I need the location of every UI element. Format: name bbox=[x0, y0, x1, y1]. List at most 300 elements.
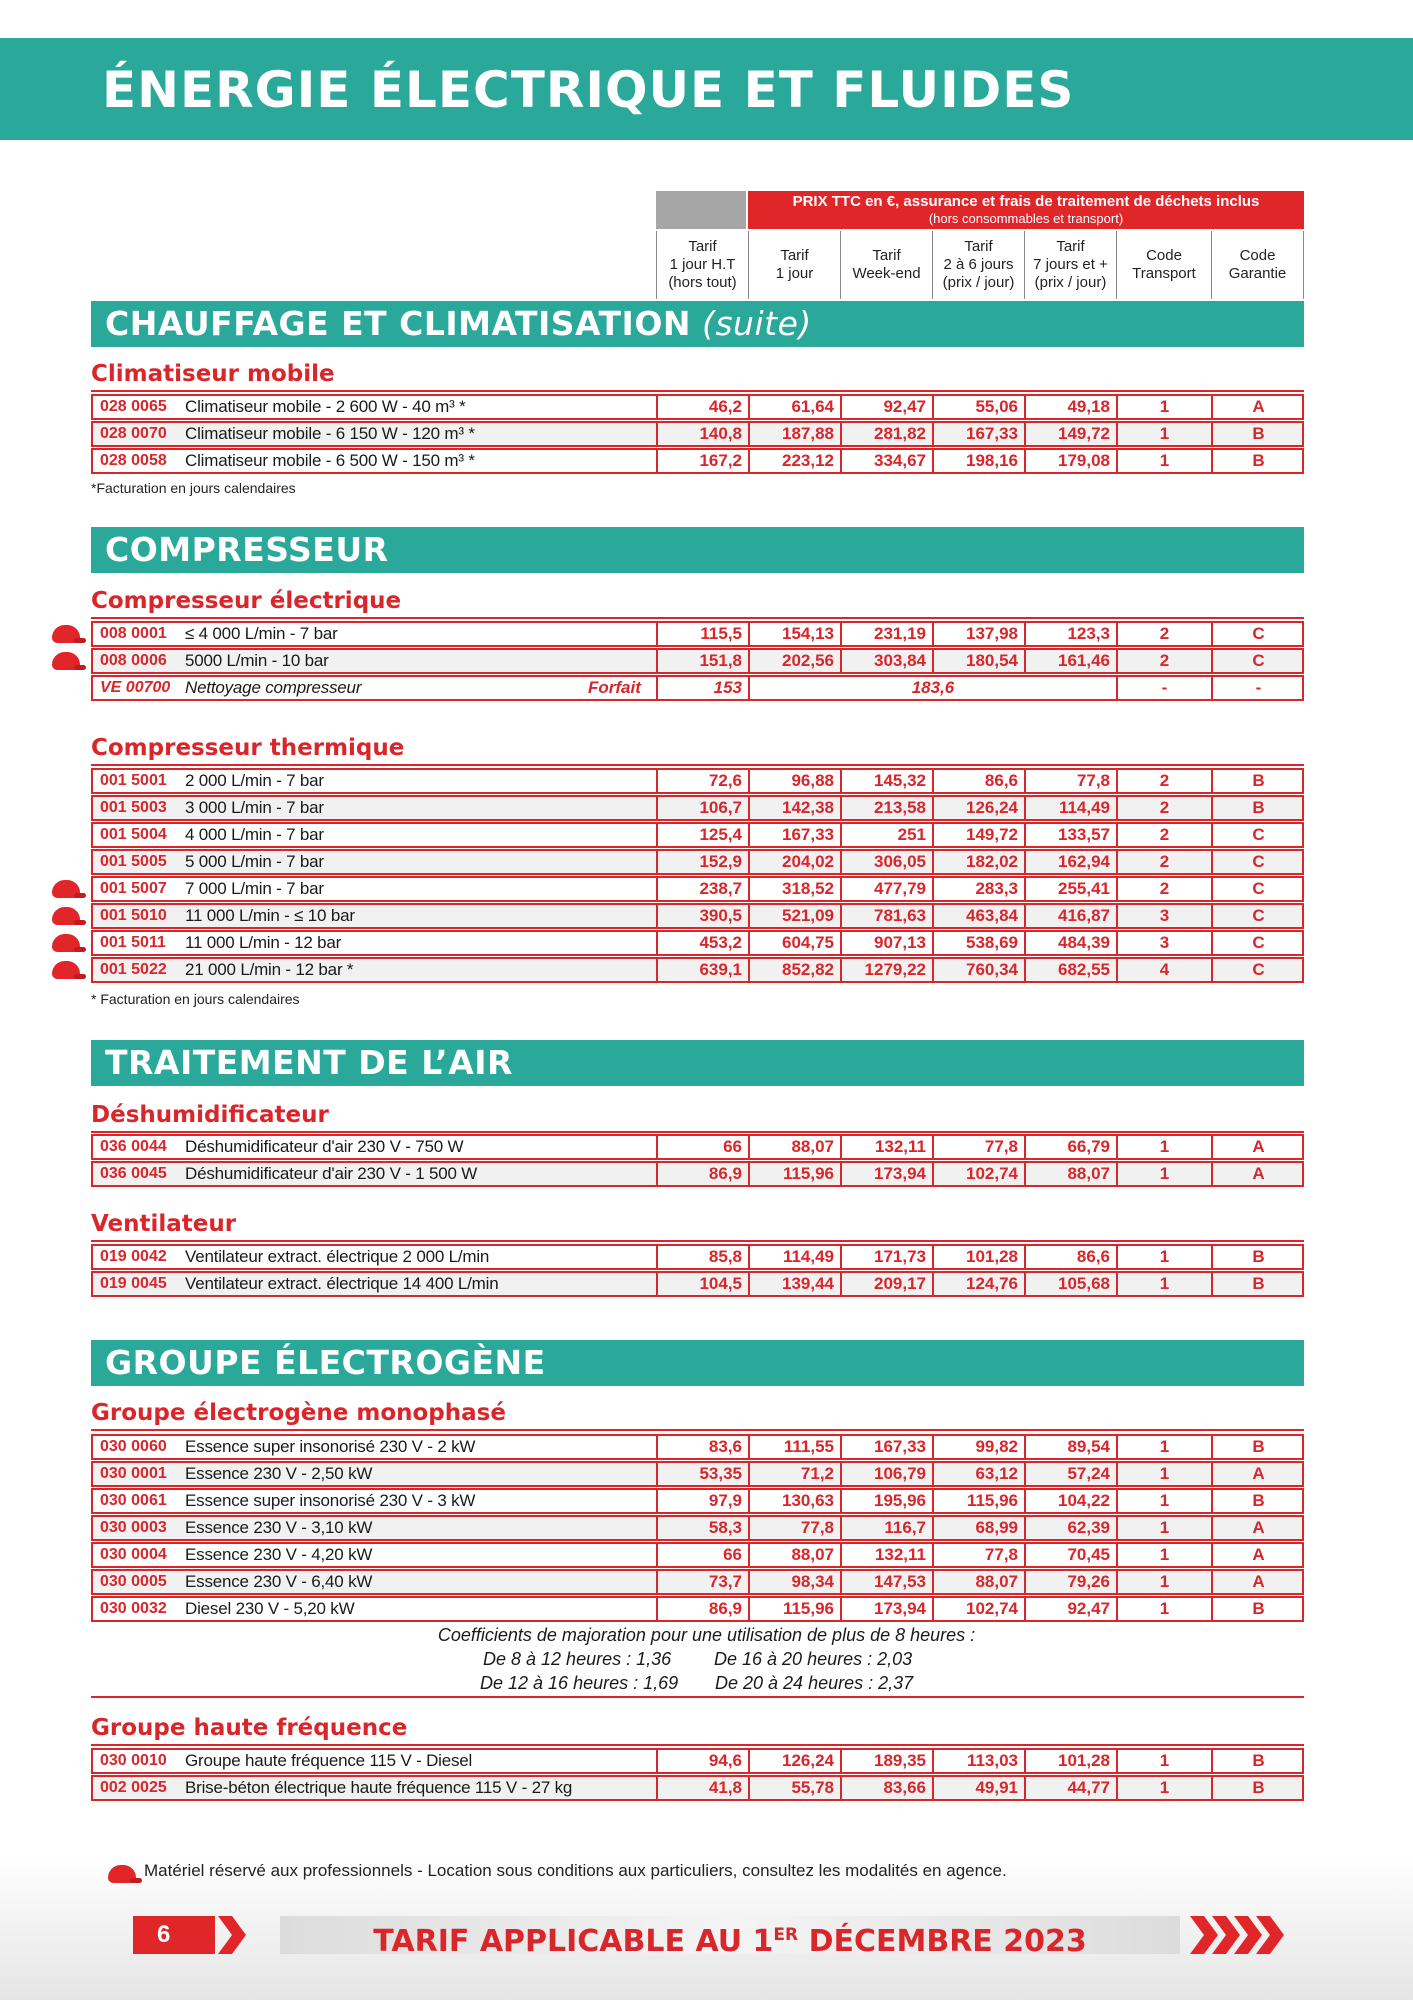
article-description: 4 000 L/min - 7 bar bbox=[185, 825, 324, 844]
transport-code: 1 bbox=[1116, 1463, 1211, 1485]
coefficient-item: De 12 à 16 heures : 1,69 bbox=[480, 1673, 679, 1693]
article-description: 3 000 L/min - 7 bar bbox=[185, 798, 324, 817]
price-cell: 70,45 bbox=[1024, 1544, 1116, 1566]
price-cell: 151,8 bbox=[656, 650, 748, 672]
tarif-applicable bbox=[350, 1916, 1110, 1961]
price-cell: 89,54 bbox=[1024, 1436, 1116, 1458]
price-cell: 77,8 bbox=[1024, 770, 1116, 792]
transport-code: 1 bbox=[1116, 1517, 1211, 1539]
article-code: 001 5011 bbox=[100, 934, 166, 951]
garantie-code: C bbox=[1211, 878, 1304, 900]
transport-code: 2 bbox=[1116, 878, 1211, 900]
price-note bbox=[748, 191, 1304, 229]
price-cell: 204,02 bbox=[748, 851, 840, 873]
garantie-code: B bbox=[1211, 1246, 1304, 1268]
price-cell: 255,41 bbox=[1024, 878, 1116, 900]
article-code: 001 5010 bbox=[100, 907, 167, 924]
subsection-rule bbox=[91, 1131, 1304, 1133]
table-row bbox=[91, 675, 1304, 701]
table-row bbox=[91, 1434, 1304, 1460]
transport-code: 3 bbox=[1116, 932, 1211, 954]
price-cell: 77,8 bbox=[932, 1544, 1024, 1566]
price-cell: 116,7 bbox=[840, 1517, 932, 1539]
transport-code: 2 bbox=[1116, 770, 1211, 792]
article-description: Essence 230 V - 4,20 kW bbox=[185, 1545, 373, 1564]
garantie-code: A bbox=[1211, 1463, 1304, 1485]
forfait-label: Forfait bbox=[588, 678, 641, 697]
subsection-title: Ventilateur bbox=[91, 1211, 237, 1237]
transport-code: 1 bbox=[1116, 1163, 1211, 1185]
subsection-title: Groupe électrogène monophasé bbox=[91, 1400, 506, 1426]
price-cell: 303,84 bbox=[840, 650, 932, 672]
table-row bbox=[91, 1161, 1304, 1187]
price-cell: 101,28 bbox=[932, 1246, 1024, 1268]
article-description: Climatiseur mobile - 2 600 W - 40 m³ * bbox=[185, 397, 466, 416]
transport-code: 1 bbox=[1116, 1544, 1211, 1566]
subsection-title: Déshumidificateur bbox=[91, 1102, 329, 1128]
helmet-icon bbox=[52, 961, 80, 979]
subsection-rule bbox=[91, 617, 1304, 619]
article-code: 030 0032 bbox=[100, 1600, 167, 1617]
price-cell: 92,47 bbox=[1024, 1598, 1116, 1620]
garantie-code: B bbox=[1211, 1777, 1304, 1799]
price-cell: 66 bbox=[656, 1136, 748, 1158]
price-cell: 113,03 bbox=[932, 1750, 1024, 1772]
column-header: Code Garantie bbox=[1211, 231, 1304, 299]
price-cell: 281,82 bbox=[840, 423, 932, 445]
price-cell: 88,07 bbox=[1024, 1163, 1116, 1185]
table-row bbox=[91, 849, 1304, 875]
garantie-code: B bbox=[1211, 1490, 1304, 1512]
article-description: Essence 230 V - 6,40 kW bbox=[185, 1572, 373, 1591]
garantie-code: C bbox=[1211, 932, 1304, 954]
price-cell: 96,88 bbox=[748, 770, 840, 792]
price-cell: 149,72 bbox=[1024, 423, 1116, 445]
price-cell: 142,38 bbox=[748, 797, 840, 819]
price-cell: 123,3 bbox=[1024, 623, 1116, 645]
price-cell: 130,63 bbox=[748, 1490, 840, 1512]
price-cell: 453,2 bbox=[656, 932, 748, 954]
price-cell: 852,82 bbox=[748, 959, 840, 981]
column-header: Tarif 2 à 6 jours (prix / jour) bbox=[932, 231, 1024, 299]
article-description: Déshumidificateur d'air 230 V - 1 500 W bbox=[185, 1164, 478, 1183]
price-cell: 180,54 bbox=[932, 650, 1024, 672]
price-cell: 171,73 bbox=[840, 1246, 932, 1268]
price-cell: 682,55 bbox=[1024, 959, 1116, 981]
coefficient-rule bbox=[91, 1696, 1304, 1698]
chevron-right-icon bbox=[1190, 1916, 1290, 1954]
transport-code: 2 bbox=[1116, 824, 1211, 846]
price-cell: 114,49 bbox=[1024, 797, 1116, 819]
garantie-code: A bbox=[1211, 1517, 1304, 1539]
article-description: 21 000 L/min - 12 bar * bbox=[185, 960, 354, 979]
subsection-title: Groupe haute fréquence bbox=[91, 1715, 408, 1741]
tarif-text: TARIF APPLICABLE AU 1 bbox=[373, 1924, 774, 1959]
price-cell: 72,6 bbox=[656, 770, 748, 792]
article-description: 5 000 L/min - 7 bar bbox=[185, 852, 324, 871]
subsection-rule bbox=[91, 390, 1304, 392]
price-cell: 102,74 bbox=[932, 1163, 1024, 1185]
price-cell: 209,17 bbox=[840, 1273, 932, 1295]
price-cell: 124,76 bbox=[932, 1273, 1024, 1295]
column-header: Tarif 1 jour H.T (hors tout) bbox=[656, 231, 748, 299]
garantie-code: B bbox=[1211, 1598, 1304, 1620]
garantie-code: B bbox=[1211, 423, 1304, 445]
article-code: 030 0005 bbox=[100, 1573, 167, 1590]
table-row bbox=[91, 1775, 1304, 1801]
price-cell: 149,72 bbox=[932, 824, 1024, 846]
price-cell: 167,33 bbox=[932, 423, 1024, 445]
article-description: 2 000 L/min - 7 bar bbox=[185, 771, 324, 790]
price-cell: 154,13 bbox=[748, 623, 840, 645]
price-cell: 137,98 bbox=[932, 623, 1024, 645]
article-code: 030 0001 bbox=[100, 1465, 167, 1482]
article-description: Climatiseur mobile - 6 150 W - 120 m³ * bbox=[185, 424, 475, 443]
price-cell: 99,82 bbox=[932, 1436, 1024, 1458]
article-description: Essence 230 V - 3,10 kW bbox=[185, 1518, 373, 1537]
garantie-code: B bbox=[1211, 770, 1304, 792]
table-row bbox=[91, 1515, 1304, 1541]
article-code: 036 0044 bbox=[100, 1138, 167, 1155]
price-cell: 132,11 bbox=[840, 1136, 932, 1158]
article-description: Ventilateur extract. électrique 14 400 L/min bbox=[185, 1274, 499, 1293]
transport-code: 1 bbox=[1116, 1436, 1211, 1458]
article-description: Nettoyage compresseur bbox=[185, 678, 362, 697]
price-cell: 49,91 bbox=[932, 1777, 1024, 1799]
price-cell: 416,87 bbox=[1024, 905, 1116, 927]
table-row bbox=[91, 822, 1304, 848]
price-cell: 61,64 bbox=[748, 396, 840, 418]
transport-code: 1 bbox=[1116, 1273, 1211, 1295]
price-cell: 44,77 bbox=[1024, 1777, 1116, 1799]
article-description: 11 000 L/min - ≤ 10 bar bbox=[185, 906, 355, 925]
price-cell: 41,8 bbox=[656, 1777, 748, 1799]
chevron-right-icon bbox=[218, 1916, 248, 1954]
coefficient-item: De 8 à 12 heures : 1,36 bbox=[483, 1649, 672, 1669]
price-cell: 477,79 bbox=[840, 878, 932, 900]
article-description: ≤ 4 000 L/min - 7 bar bbox=[185, 624, 338, 643]
garantie-code: C bbox=[1211, 905, 1304, 927]
price-cell: 306,05 bbox=[840, 851, 932, 873]
price-cell: 77,8 bbox=[748, 1517, 840, 1539]
price-cell: 83,6 bbox=[656, 1436, 748, 1458]
article-description: Déshumidificateur d'air 230 V - 750 W bbox=[185, 1137, 464, 1156]
price-cell: 179,08 bbox=[1024, 450, 1116, 472]
price-cell: 71,2 bbox=[748, 1463, 840, 1485]
article-description: Essence super insonorisé 230 V - 3 kW bbox=[185, 1491, 476, 1510]
garantie-code: B bbox=[1211, 450, 1304, 472]
price-cell: 88,07 bbox=[932, 1571, 1024, 1593]
price-cell: 86,6 bbox=[1024, 1246, 1116, 1268]
price-cell: 126,24 bbox=[932, 797, 1024, 819]
price-cell: 53,35 bbox=[656, 1463, 748, 1485]
coefficient-item: De 20 à 24 heures : 2,37 bbox=[715, 1673, 914, 1693]
price-cell: 55,06 bbox=[932, 396, 1024, 418]
price-cell: 104,5 bbox=[656, 1273, 748, 1295]
table-row bbox=[91, 1271, 1304, 1297]
price-cell: 94,6 bbox=[656, 1750, 748, 1772]
article-code: 028 0058 bbox=[100, 452, 167, 469]
article-code: 001 5003 bbox=[100, 799, 167, 816]
price-cell: 251 bbox=[840, 824, 932, 846]
price-cell: 49,18 bbox=[1024, 396, 1116, 418]
column-header: Tarif Week-end bbox=[840, 231, 932, 299]
price-cell: 115,96 bbox=[748, 1598, 840, 1620]
article-code: 001 5022 bbox=[100, 961, 167, 978]
price-cell: 202,56 bbox=[748, 650, 840, 672]
title-banner bbox=[0, 38, 1413, 140]
transport-code: 2 bbox=[1116, 623, 1211, 645]
subsection-title: Compresseur thermique bbox=[91, 735, 405, 761]
helmet-icon bbox=[108, 1865, 136, 1883]
table-row bbox=[91, 768, 1304, 794]
price-cell: 68,99 bbox=[932, 1517, 1024, 1539]
transport-code: 1 bbox=[1116, 1246, 1211, 1268]
price-cell: 907,13 bbox=[840, 932, 932, 954]
column-header: Tarif 7 jours et + (prix / jour) bbox=[1024, 231, 1116, 299]
garantie-code: C bbox=[1211, 623, 1304, 645]
price-cell: 126,24 bbox=[748, 1750, 840, 1772]
price-cell: 125,4 bbox=[656, 824, 748, 846]
table-row bbox=[91, 448, 1304, 474]
garantie-code: A bbox=[1211, 396, 1304, 418]
article-code: 030 0003 bbox=[100, 1519, 167, 1536]
article-code: 030 0061 bbox=[100, 1492, 167, 1509]
price-cell: 58,3 bbox=[656, 1517, 748, 1539]
table-row bbox=[91, 1461, 1304, 1487]
transport-code: 1 bbox=[1116, 1571, 1211, 1593]
price-cell: 102,74 bbox=[932, 1598, 1024, 1620]
article-code: 001 5007 bbox=[100, 880, 167, 897]
table-row bbox=[91, 1748, 1304, 1774]
price-cell: 79,26 bbox=[1024, 1571, 1116, 1593]
transport-code: 1 bbox=[1116, 396, 1211, 418]
helmet-icon bbox=[52, 934, 80, 952]
article-description: Groupe haute fréquence 115 V - Diesel bbox=[185, 1751, 473, 1770]
transport-code: 2 bbox=[1116, 851, 1211, 873]
article-code: 028 0070 bbox=[100, 425, 167, 442]
article-code: VE 00700 bbox=[100, 679, 171, 696]
garantie-code: A bbox=[1211, 1544, 1304, 1566]
article-code: 030 0060 bbox=[100, 1438, 167, 1455]
price-cell: 463,84 bbox=[932, 905, 1024, 927]
garantie-code: - bbox=[1211, 677, 1304, 699]
subsection-title: Compresseur électrique bbox=[91, 588, 402, 614]
price-cell: 86,9 bbox=[656, 1163, 748, 1185]
price-cell: 46,2 bbox=[656, 396, 748, 418]
helmet-icon bbox=[52, 625, 80, 643]
price-cell: 57,24 bbox=[1024, 1463, 1116, 1485]
page-number: 6 bbox=[133, 1916, 215, 1954]
price-cell: 105,68 bbox=[1024, 1273, 1116, 1295]
helmet-icon bbox=[52, 880, 80, 898]
price-cell: 231,19 bbox=[840, 623, 932, 645]
section-header: COMPRESSEUR bbox=[91, 527, 1304, 573]
article-description: 5000 L/min - 10 bar bbox=[185, 651, 329, 670]
transport-code: 1 bbox=[1116, 1750, 1211, 1772]
price-cell: 92,47 bbox=[840, 396, 932, 418]
price-cell: 63,12 bbox=[932, 1463, 1024, 1485]
price-cell: 238,7 bbox=[656, 878, 748, 900]
price-cell: 213,58 bbox=[840, 797, 932, 819]
coefficient-item: De 16 à 20 heures : 2,03 bbox=[714, 1649, 913, 1669]
article-description: Ventilateur extract. électrique 2 000 L/min bbox=[185, 1247, 490, 1266]
price-cell: 97,9 bbox=[656, 1490, 748, 1512]
transport-code: 4 bbox=[1116, 959, 1211, 981]
price-cell: 104,22 bbox=[1024, 1490, 1116, 1512]
price-cell: 781,63 bbox=[840, 905, 932, 927]
article-code: 019 0042 bbox=[100, 1248, 167, 1265]
garantie-code: C bbox=[1211, 824, 1304, 846]
subsection-rule bbox=[91, 1429, 1304, 1431]
garantie-code: B bbox=[1211, 1436, 1304, 1458]
article-description: 11 000 L/min - 12 bar bbox=[185, 933, 342, 952]
garantie-code: A bbox=[1211, 1163, 1304, 1185]
price-cell: 77,8 bbox=[932, 1136, 1024, 1158]
article-code: 001 5004 bbox=[100, 826, 167, 843]
price-cell: 106,79 bbox=[840, 1463, 932, 1485]
transport-code: 3 bbox=[1116, 905, 1211, 927]
article-code: 030 0004 bbox=[100, 1546, 167, 1563]
price-cell: 133,57 bbox=[1024, 824, 1116, 846]
price-cell: 115,5 bbox=[656, 623, 748, 645]
transport-code: 1 bbox=[1116, 1490, 1211, 1512]
garantie-code: B bbox=[1211, 797, 1304, 819]
footnote: * Facturation en jours calendaires bbox=[91, 991, 300, 1007]
price-cell: 183,6 bbox=[748, 677, 1116, 699]
price-cell: 195,96 bbox=[840, 1490, 932, 1512]
price-cell: 115,96 bbox=[932, 1490, 1024, 1512]
subsection-rule bbox=[91, 1744, 1304, 1746]
transport-code: 1 bbox=[1116, 450, 1211, 472]
price-cell: 86,6 bbox=[932, 770, 1024, 792]
price-cell: 334,67 bbox=[840, 450, 932, 472]
section-suffix: (suite) bbox=[691, 304, 812, 343]
table-row bbox=[91, 903, 1304, 929]
page-title: ÉNERGIE ÉLECTRIQUE ET FLUIDES bbox=[102, 61, 1075, 119]
transport-code: 1 bbox=[1116, 1777, 1211, 1799]
section-header: CHAUFFAGE ET CLIMATISATION (suite) bbox=[91, 301, 1304, 347]
price-cell: 604,75 bbox=[748, 932, 840, 954]
tarif-end: DÉCEMBRE 2023 bbox=[798, 1924, 1087, 1959]
garantie-code: C bbox=[1211, 650, 1304, 672]
price-cell: 66 bbox=[656, 1544, 748, 1566]
garantie-code: A bbox=[1211, 1136, 1304, 1158]
table-row bbox=[91, 876, 1304, 902]
garantie-code: C bbox=[1211, 959, 1304, 981]
article-code: 001 5005 bbox=[100, 853, 167, 870]
subsection-title: Climatiseur mobile bbox=[91, 361, 335, 387]
price-cell: 187,88 bbox=[748, 423, 840, 445]
section-header: TRAITEMENT DE L’AIR bbox=[91, 1040, 1304, 1086]
price-cell: 132,11 bbox=[840, 1544, 932, 1566]
price-cell: 167,33 bbox=[748, 824, 840, 846]
price-note-line1: PRIX TTC en €, assurance et frais de traitement de déchets inclus bbox=[792, 193, 1260, 210]
garantie-code: B bbox=[1211, 1750, 1304, 1772]
price-cell: 162,94 bbox=[1024, 851, 1116, 873]
garantie-code: C bbox=[1211, 851, 1304, 873]
price-cell: 73,7 bbox=[656, 1571, 748, 1593]
column-header: Tarif 1 jour bbox=[748, 231, 840, 299]
table-row bbox=[91, 648, 1304, 674]
table-row bbox=[91, 1488, 1304, 1514]
price-cell: 86,9 bbox=[656, 1598, 748, 1620]
transport-code: 1 bbox=[1116, 1136, 1211, 1158]
transport-code: 1 bbox=[1116, 1598, 1211, 1620]
price-cell: 98,34 bbox=[748, 1571, 840, 1593]
price-cell: 85,8 bbox=[656, 1246, 748, 1268]
price-cell: 115,96 bbox=[748, 1163, 840, 1185]
price-cell: 111,55 bbox=[748, 1436, 840, 1458]
table-row bbox=[91, 1542, 1304, 1568]
price-cell: 114,49 bbox=[748, 1246, 840, 1268]
price-cell: 88,07 bbox=[748, 1544, 840, 1566]
table-row bbox=[91, 1569, 1304, 1595]
price-note-line2: (hors consommables et transport) bbox=[928, 211, 1124, 226]
price-cell: 198,16 bbox=[932, 450, 1024, 472]
article-code: 008 0006 bbox=[100, 652, 167, 669]
price-cell: 182,02 bbox=[932, 851, 1024, 873]
price-cell: 161,46 bbox=[1024, 650, 1116, 672]
transport-code: 2 bbox=[1116, 650, 1211, 672]
helmet-icon bbox=[52, 652, 80, 670]
table-row bbox=[91, 394, 1304, 420]
footnote: *Facturation en jours calendaires bbox=[91, 480, 296, 496]
subsection-rule bbox=[91, 1240, 1304, 1242]
professional-note: Matériel réservé aux professionnels - Location sous conditions aux particuliers, consultez les modalités en agence. bbox=[144, 1861, 1007, 1880]
article-code: 008 0001 bbox=[100, 625, 167, 642]
garantie-code: B bbox=[1211, 1273, 1304, 1295]
article-description: Brise-béton électrique haute fréquence 115 V - 27 kg bbox=[185, 1778, 573, 1797]
price-cell: 484,39 bbox=[1024, 932, 1116, 954]
garantie-code: A bbox=[1211, 1571, 1304, 1593]
price-cell: 318,52 bbox=[748, 878, 840, 900]
transport-code: - bbox=[1116, 677, 1211, 699]
price-cell: 88,07 bbox=[748, 1136, 840, 1158]
article-code: 030 0010 bbox=[100, 1752, 167, 1769]
price-cell: 55,78 bbox=[748, 1777, 840, 1799]
price-cell: 66,79 bbox=[1024, 1136, 1116, 1158]
price-cell: 139,44 bbox=[748, 1273, 840, 1295]
price-cell: 145,32 bbox=[840, 770, 932, 792]
article-code: 002 0025 bbox=[100, 1779, 167, 1796]
price-cell: 283,3 bbox=[932, 878, 1024, 900]
price-cell: 101,28 bbox=[1024, 1750, 1116, 1772]
price-cell: 140,8 bbox=[656, 423, 748, 445]
table-row bbox=[91, 1244, 1304, 1270]
price-cell: 223,12 bbox=[748, 450, 840, 472]
table-row bbox=[91, 957, 1304, 983]
coefficient-title: Coefficients de majoration pour une utilisation de plus de 8 heures : bbox=[437, 1625, 976, 1645]
price-cell: 521,09 bbox=[748, 905, 840, 927]
table-row bbox=[91, 1134, 1304, 1160]
table-row bbox=[91, 621, 1304, 647]
section-header: GROUPE ÉLECTROGÈNE bbox=[91, 1340, 1304, 1386]
subsection-rule bbox=[91, 764, 1304, 766]
price-cell: 173,94 bbox=[840, 1163, 932, 1185]
price-cell: 147,53 bbox=[840, 1571, 932, 1593]
article-description: Essence 230 V - 2,50 kW bbox=[185, 1464, 373, 1483]
price-cell: 153 bbox=[656, 677, 748, 699]
price-cell: 639,1 bbox=[656, 959, 748, 981]
transport-code: 1 bbox=[1116, 423, 1211, 445]
tarif-sup: ER bbox=[773, 1925, 799, 1945]
price-cell: 167,33 bbox=[840, 1436, 932, 1458]
table-row bbox=[91, 930, 1304, 956]
article-code: 036 0045 bbox=[100, 1165, 167, 1182]
helmet-icon bbox=[52, 907, 80, 925]
price-cell: 173,94 bbox=[840, 1598, 932, 1620]
